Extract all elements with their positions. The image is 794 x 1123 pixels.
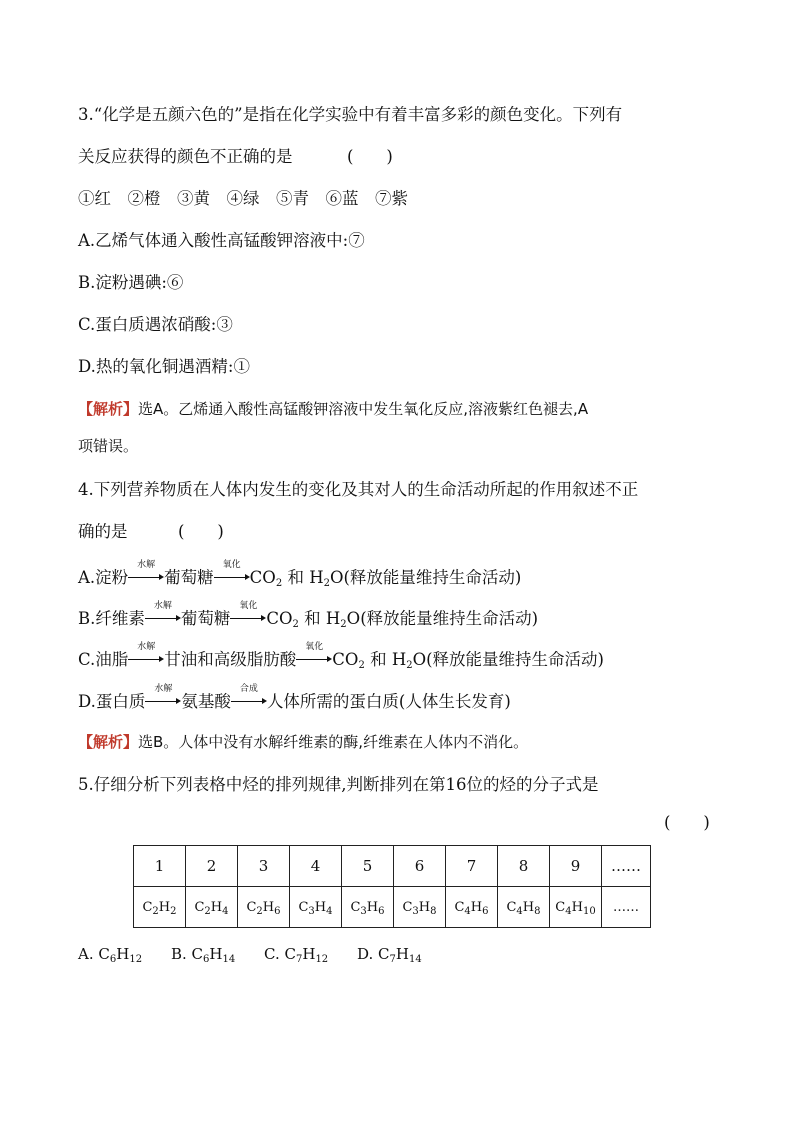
- table-cell-position: 8: [498, 846, 550, 887]
- q4-stem-line2: [78, 520, 224, 544]
- q4-b-result: O(释放能量维持生命活动): [346, 609, 539, 628]
- table-cell-formula: $C_4H_{10}$: [550, 887, 602, 928]
- table-cell-position: 9: [550, 846, 602, 887]
- q4-d-result: 人体所需的蛋白质(人体生长发育): [266, 692, 511, 711]
- table-cell-position: 4: [290, 846, 342, 887]
- q4-c-result: O(释放能量维持生命活动): [412, 650, 604, 669]
- q4-stem-line1: 4.下列营养物质在人体内发生的变化及其对人的生命活动所起的作用叙述不正: [78, 480, 639, 499]
- arrow-label: 水解: [137, 560, 156, 570]
- table-row-formulas: [134, 887, 651, 928]
- table-cell-formula: $C_2H_4$: [186, 887, 238, 928]
- reaction-arrow: [230, 601, 266, 631]
- q4-b-intermediate: 葡萄糖: [180, 609, 231, 628]
- q4-stem-text: 确的是: [78, 522, 128, 541]
- arrow-label: 氧化: [239, 601, 258, 611]
- q3-stem-line2: [78, 145, 393, 169]
- q4-c-intermediate: 甘油和高级脂肪酸: [164, 650, 297, 669]
- formula-h: 和 H: [282, 568, 324, 587]
- table-cell-formula: $C_3H_8$: [394, 887, 446, 928]
- q4-d-start: D.蛋白质: [78, 692, 146, 711]
- arrow-label: 水解: [153, 601, 172, 611]
- q4-option-a: [78, 560, 522, 590]
- q4-option-c: [78, 642, 604, 672]
- q4-explanation-text: 选B。人体中没有水解纤维素的酶,纤维素在人体内不消化。: [138, 733, 529, 751]
- table-cell-position: 1: [134, 846, 186, 887]
- q4-a-start: A.淀粉: [78, 568, 129, 587]
- subscript: 2: [275, 578, 283, 589]
- q4-a-intermediate: 葡萄糖: [164, 568, 214, 587]
- q3-option-b: B.淀粉遇碘:⑥: [78, 273, 184, 292]
- arrow-label: 水解: [154, 684, 173, 694]
- table-cell-formula: ……: [602, 887, 651, 928]
- table-cell-position: ……: [602, 846, 651, 887]
- q3-explanation-tag: 【解析】: [78, 400, 139, 418]
- q3-option-a: A.乙烯气体通入酸性高锰酸钾溶液中:⑦: [78, 231, 365, 250]
- q3-stem-line1: 3.“化学是五颜六色的”是指在化学实验中有着丰富多彩的颜色变化。下列有: [78, 105, 623, 124]
- reaction-arrow: [128, 642, 164, 672]
- reaction-arrow: [231, 684, 267, 714]
- subscript: 2: [358, 660, 365, 671]
- q4-a-result: O(释放能量维持生命活动): [329, 568, 522, 587]
- table-cell-formula: $C_2H_6$: [238, 887, 290, 928]
- table-cell-position: 7: [446, 846, 498, 887]
- arrow-label: 氧化: [222, 560, 241, 570]
- q4-explanation: [78, 730, 528, 754]
- formula-co: CO: [266, 609, 293, 628]
- table-row-positions: [134, 846, 651, 887]
- table-cell-formula: $C_3H_4$: [290, 887, 342, 928]
- q3-color-list: ①红 ②橙 ③黄 ④绿 ⑤青 ⑥蓝 ⑦紫: [78, 189, 408, 208]
- q3-answer-paren: ( ): [347, 147, 393, 166]
- formula-co: CO: [249, 568, 276, 587]
- table-cell-position: 2: [186, 846, 238, 887]
- reaction-arrow: [214, 560, 250, 590]
- q4-d-intermediate: 氨基酸: [181, 692, 231, 711]
- q5-option: B. $C_6H_{14}$: [171, 945, 236, 965]
- subscript: 2: [323, 578, 330, 589]
- table-cell-position: 6: [394, 846, 446, 887]
- q4-option-b: [78, 601, 539, 631]
- subscript: 2: [406, 660, 413, 671]
- arrow-label: 合成: [239, 684, 258, 694]
- subscript: 2: [340, 619, 347, 630]
- q3-explanation-line2: 项错误。: [78, 437, 139, 455]
- q4-answer-paren: ( ): [178, 522, 224, 541]
- reaction-arrow: [145, 601, 181, 631]
- q5-option: C. $C_7H_{12}$: [264, 945, 329, 965]
- q4-option-d: [78, 684, 511, 714]
- q3-option-c: C.蛋白质遇浓硝酸:③: [78, 315, 233, 334]
- table-cell-formula: $C_4H_8$: [498, 887, 550, 928]
- q5-answer-paren: ( ): [664, 813, 710, 832]
- q5-option: A. $C_6H_{12}$: [78, 945, 143, 965]
- formula-h: 和 H: [364, 650, 407, 669]
- reaction-arrow: [145, 684, 181, 714]
- reaction-arrow: [128, 560, 164, 590]
- q3-option-d: D.热的氧化铜遇酒精:①: [78, 357, 250, 376]
- table-cell-formula: $C_2H_2$: [134, 887, 186, 928]
- table-cell-position: 3: [238, 846, 290, 887]
- table-cell-position: 5: [342, 846, 394, 887]
- arrow-label: 氧化: [305, 642, 324, 652]
- q4-c-start: C.油脂: [78, 650, 129, 669]
- q5-stem: 5.仔细分析下列表格中烃的排列规律,判断排列在第16位的烃的分子式是: [78, 775, 599, 794]
- q3-stem-text: 关反应获得的颜色不正确的是: [78, 147, 293, 166]
- hydrocarbon-sequence-table: [133, 845, 651, 928]
- q3-explanation-line1: [78, 397, 588, 421]
- q4-explanation-tag: 【解析】: [78, 733, 139, 751]
- q3-explanation-text: 选A。乙烯通入酸性高锰酸钾溶液中发生氧化反应,溶液紫红色褪去,A: [138, 400, 589, 418]
- reaction-arrow: [296, 642, 332, 672]
- formula-h: 和 H: [298, 609, 341, 628]
- q5-options: [78, 942, 450, 966]
- arrow-label: 水解: [137, 642, 156, 652]
- q4-b-start: B.纤维素: [78, 609, 145, 628]
- formula-co: CO: [332, 650, 359, 669]
- table-cell-formula: $C_3H_6$: [342, 887, 394, 928]
- q5-option: D. $C_7H_{14}$: [357, 945, 422, 965]
- table-cell-formula: $C_4H_6$: [446, 887, 498, 928]
- subscript: 2: [292, 619, 299, 630]
